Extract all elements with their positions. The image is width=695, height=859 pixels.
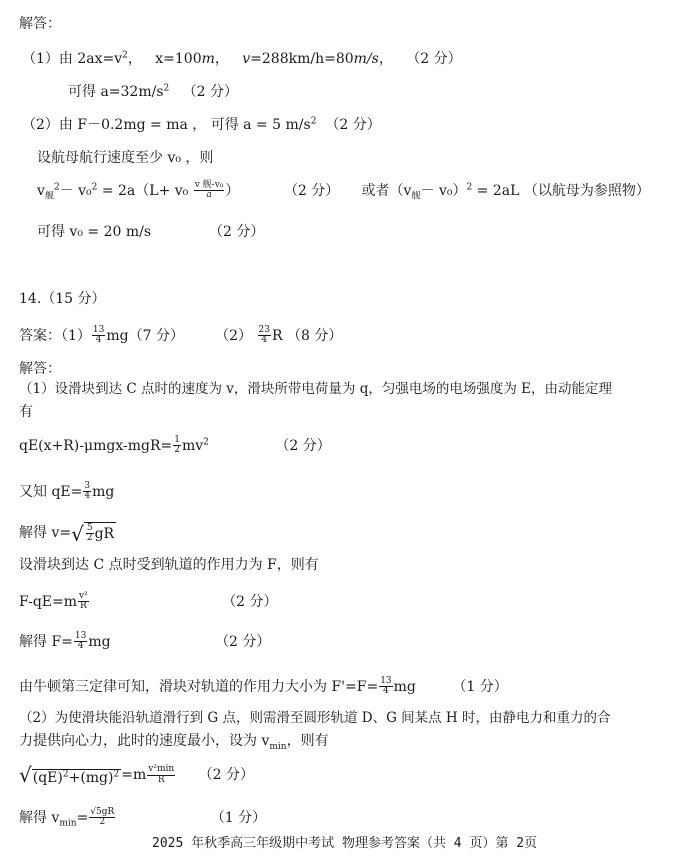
solution-line-3: （2）由 F－0.2mg = ma ， 可得 a = 5 $m/s^2$ （2 分） bbox=[22, 116, 381, 133]
fraction: $\frac{13}{4}$ bbox=[74, 631, 87, 652]
equation-qE: 又知 qE= $\frac{3}{4}$ mg bbox=[19, 481, 115, 502]
radical: √ $\frac{5}{2}$ gR bbox=[71, 521, 115, 546]
answer-heading: 解答： bbox=[19, 16, 61, 32]
solution-paragraph-3-cont: 力提供向心力，此时的速度最小，设为 $v_{min}$，则有 bbox=[19, 733, 329, 752]
solution-line-6: 可得 v₀ = 20 m/s （2 分） bbox=[37, 224, 265, 240]
question-14-heading: 14.（15 分） bbox=[19, 291, 106, 307]
solution-paragraph-3: （2）为使滑块能沿轨道滑行到 G 点，则需滑至圆形轨道 D、G 间某点 H 时，由静电力和重力的合 bbox=[19, 710, 611, 726]
solution-paragraph-1-cont: 有 bbox=[19, 404, 33, 420]
equation-vmin: 解得 $v_{min}=$ $\frac{√5gR}{2}$ （1 分） bbox=[19, 807, 267, 829]
equation-F-result: 解得 F= $\frac{13}{4}$ mg （2 分） bbox=[19, 631, 271, 652]
solution-paragraph-2: 设滑块到达 C 点时受到轨道的作用力为 F，则有 bbox=[19, 557, 319, 573]
fraction: $\frac{5}{2}$ bbox=[86, 523, 93, 544]
equation-energy: qE(x+R)-μmgx-mgR= $\frac{1}{2}$ $mv^2$ （2 分） bbox=[19, 435, 331, 456]
solution-line-2: 可得 $a=32m/s^2$ （2 分） bbox=[68, 83, 238, 100]
fraction: $\frac{\text{v²min}}{R}$ bbox=[148, 764, 175, 785]
equation-v: 解得 v= √ $\frac{5}{2}$ gR bbox=[19, 521, 115, 546]
fraction: $\frac{1}{2}$ bbox=[174, 435, 180, 456]
fraction: $\frac{3}{4}$ bbox=[84, 481, 91, 502]
fraction: $\frac{13}{4}$ bbox=[92, 325, 105, 346]
equation-newton-third: 由牛顿第三定律可知，滑块对轨道的作用力大小为 F'=F= $\frac{13}{4}$ mg （1 分） bbox=[19, 676, 508, 697]
solution-line-4: 设航母航行速度至少 v₀ ，则 bbox=[37, 150, 214, 166]
radical: √ (qE)$^2$+(mg)$^2$ bbox=[19, 763, 120, 787]
equation-centripetal: √ (qE)$^2$+(mg)$^2$ =m $\frac{\text{v²min}}{R}$ （2 分） bbox=[19, 763, 254, 787]
solution-paragraph-1: （1）设滑块到达 C 点时的速度为 v，滑块所带电荷量为 q，匀强电场的电场强度为 E，由动能定理 bbox=[19, 381, 612, 397]
fraction: $\frac{\text{v 舰-v₀}}{a}$ bbox=[194, 180, 224, 201]
fraction: $\frac{√5gR}{2}$ bbox=[90, 807, 115, 828]
answer-summary: 答案：（1） $\frac{13}{4}$ mg（7 分） （2） $\frac{23}{4}$ R （8 分） bbox=[19, 325, 343, 346]
solution-line-1: （1）由 $2ax=v^2$， x=100m， v=288km/h=80m/s， （2 分） bbox=[22, 50, 462, 67]
solution-heading: 解答： bbox=[19, 361, 61, 377]
page-footer: 2025 年秋季高三年级期中考试 物理参考答案（共 4 页）第 2页 bbox=[152, 836, 538, 851]
equation-F: F-qE=m $\frac{\text{v²}}{R}$ （2 分） bbox=[19, 591, 278, 612]
fraction: $\frac{13}{4}$ bbox=[380, 676, 392, 697]
fraction: $\frac{\text{v²}}{R}$ bbox=[79, 591, 88, 612]
fraction: $\frac{23}{4}$ bbox=[258, 325, 270, 346]
solution-line-5: $v_舰^2- v_0^2 = 2a(L+ v_0$ $\frac{\text{v 舰-v₀}}{a}$ ） （2 分） 或者$(v_舰- v_0)^2 = 2aL$ （以航母为参照物） bbox=[37, 180, 650, 202]
